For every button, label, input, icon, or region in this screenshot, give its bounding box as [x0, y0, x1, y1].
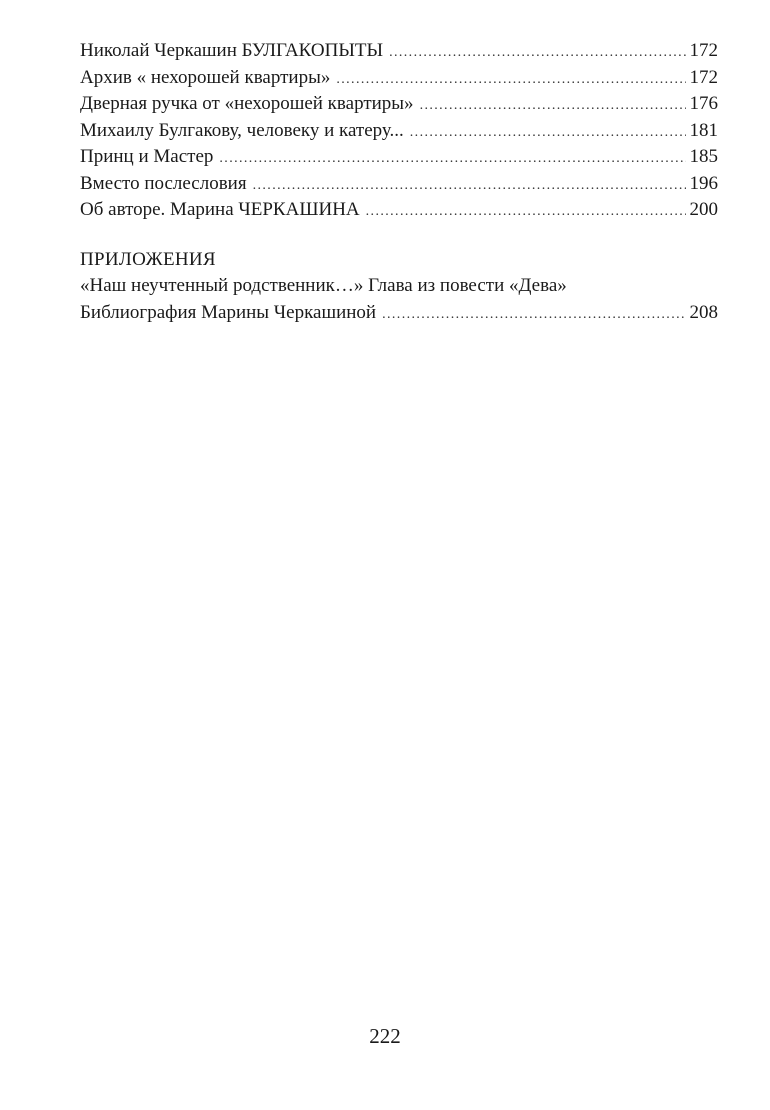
toc-entry-page: 172: [689, 66, 718, 88]
toc-entry-page: 181: [689, 119, 718, 141]
appendix-heading: ПРИЛОЖЕНИЯ: [80, 248, 216, 270]
toc-entry: [80, 118, 718, 145]
dot-leader: [410, 120, 686, 147]
toc-entry-title: Об авторе. Марина ЧЕРКАШИНА: [80, 199, 360, 220]
toc-entry-title: Дверная ручка от «нехорошей квартиры»: [80, 93, 414, 114]
toc-entry-page: 185: [689, 146, 718, 167]
toc-entry: [80, 197, 718, 224]
toc-entry-title: Принц и Мастер: [80, 146, 214, 167]
toc-entry-page: 176: [689, 93, 718, 114]
dot-leader: [389, 40, 685, 67]
page-number: 222: [369, 1024, 401, 1048]
toc-entry-title: Архив « нехорошей квартиры»: [80, 66, 331, 88]
toc-entry-title: Николай Черкашин БУЛГАКОПЫТЫ: [80, 40, 384, 61]
dot-leader: [420, 93, 686, 120]
toc-entry-page: 172: [689, 40, 718, 61]
toc-entry-page: 208: [689, 301, 718, 323]
table-of-contents: [80, 38, 718, 326]
appendix-entry-with-page: [80, 300, 718, 327]
toc-entry: [80, 144, 718, 171]
section-gap: [80, 224, 718, 247]
toc-entry: [80, 38, 718, 65]
toc-entry: [80, 91, 718, 118]
toc-entry-title: Михаилу Булгакову, человеку и катеру...: [80, 119, 404, 141]
toc-entry-title: Библиография Марины Черкашиной: [80, 301, 377, 323]
toc-entry-title: Вместо послесловия: [80, 172, 247, 194]
dot-leader: [219, 146, 685, 173]
dot-leader: [366, 199, 686, 226]
dot-leader: [382, 302, 685, 329]
dot-leader: [253, 173, 686, 200]
appendix-entry: «Наш неучтенный родственник…» Глава из повести «Дева»: [80, 275, 567, 296]
toc-entry: [80, 171, 718, 198]
toc-entry-page: 200: [689, 199, 718, 220]
dot-leader: [336, 67, 685, 94]
toc-entry: [80, 65, 718, 92]
toc-entry-page: 196: [689, 172, 718, 194]
